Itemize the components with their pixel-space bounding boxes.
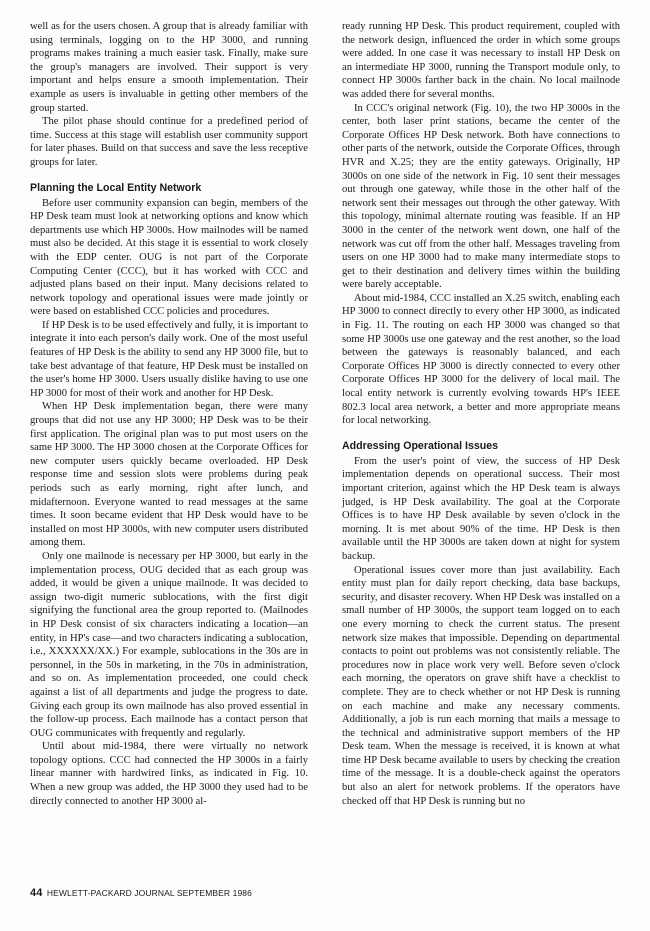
paragraph: About mid-1984, CCC installed an X.25 switch, enabling each HP 3000 to connect directly to every other HP 3000, as indicated in Fig. 11. The routing on each HP 3000 was changed so that some HP 3000s use one gateway and the rest another, so the load between the gateways is reasonably balanced, and each Corporate Offices HP 3000 is directly connected to every other Corporate Offices HP 3000 for the delivery of local mail. The local entity network is currently evolving towards HP's IEEE 802.3 local area network, a better and more appropriate means for local networking. — [342, 292, 620, 427]
page-number: 44 — [30, 887, 43, 899]
paragraph: Until about mid-1984, there were virtually no network topology options. CCC had connected the HP 3000s in a fairly linear manner with hardwired links, as indicated in Fig. 10. When a new group was added, the HP 3000 they used had to be directly connected to another HP 3000 al- — [30, 741, 308, 807]
paragraph: The pilot phase should continue for a predefined period of time. Success at this stage will establish user community support for later phases. Build on that success and save the less receptive groups for later. — [30, 116, 308, 168]
paragraph: Only one mailnode is necessary per HP 3000, but early in the implementation process, OUG decided that as each group was added, it would be given a unique mailnode. It was decided to assign two-digit numeric sublocations, with the first digit signifying the functional area the group reported to. (Mailnodes in HP Desk consist of six characters indicating a location—an entity, in HP's case—and two characters indicating a sublocation, i.e., XXXXXX/XX.) For example, sublocations in the 30s are in personnel, in the 50s in marketing, in the 70s in administration, and so on. As implementation proceeded, one could check against a list of all departments and judge the progress to date. Giving each group its own mailnode has also proved essential in the follow-up process. Each mailnode has a contact person that OUG communicates with frequently and regularly. — [30, 550, 308, 739]
paragraph: well as for the users chosen. A group that is already familiar with using terminals, logging on to the HP 3000, and running programs makes training a much easier task. Finally, make sure the group's managers are involved. Their support is very important and helps ensure a smooth implementation. Their example as users is invaluable in getting other members of the group started. — [30, 21, 308, 114]
page-footer — [30, 887, 252, 899]
section-heading: Planning the Local Entity Network — [30, 181, 202, 194]
left-column — [30, 20, 308, 808]
paragraph: When HP Desk implementation began, there were many groups that did not use any HP 3000; HP Desk was to be their first application. The original plan was to put most users on the same HP 3000. The HP 3000 chosen at the Corporate Offices for new computer users quickly became overloaded. HP Desk response time and session slots were problems during peak periods such as early morning, right after lunch, and midafternoon. Everyone wanted to read messages at the same times. It soon became evident that HP Desk would have to be installed on most HP 3000s, with new computer users distributed among them. — [30, 401, 308, 549]
journal-title: HEWLETT-PACKARD JOURNAL SEPTEMBER 1986 — [46, 888, 252, 898]
section-heading: Addressing Operational Issues — [342, 439, 499, 452]
paragraph: From the user's point of view, the success of HP Desk implementation depends on operational success. Their most important criterion, against which the HP Desk team is always judged, is HP Desk availability. The goal at the Corporate Offices is to have HP Desk available by seven o'clock in the morning. It is met about 90% of the time. HP Desk is then available until the HP 3000s are taken down at night for system backup. — [342, 455, 620, 562]
paragraph: In CCC's original network (Fig. 10), the two HP 3000s in the center, both laser print stations, became the center of the Corporate Offices HP Desk network. Both have connections to other parts of the network, outside the Corporate Offices, through HVR and X.25; they are the entity gateways. Originally, HP 3000s on one side of the network in Fig. 10 sent their messages out through one gateway, while those in the other half of the network sent their messages out through the other gateway. With this topology, minimal alternate routing was feasible. If an HP 3000 in the center of the network went down, one half of the network was cut off from the other half. Messages traveling from users on one HP 3000 had to make many intermediate stops to get to their destination and delivery times within the building were barely acceptable. — [342, 102, 620, 291]
paragraph: Operational issues cover more than just availability. Each entity must plan for daily report checking, data base backups, security, and disaster recovery. When HP Desk was installed on a small number of HP 3000s, the support team logged on to each one every morning to check the current status. The present network size makes that impossible. Depending on departmental contacts to point out problems was not consistently reliable. The procedures now in place work very well. Before seven o'clock each morning, the operators on grave shift have a checklist to complete. They are to check whether or not HP Desk is running on each machine and make any necessary comments. Additionally, a job is run each morning that mails a message to the technical and administrative support members of the HP Desk team. When the message is received, it is known at what time HP Desk became available to users by checking the creation time of the message. It is a double-check against the operators but also an alert for network problems. If the operators have checked off that HP Desk is running but no — [342, 564, 620, 807]
right-column — [342, 20, 620, 808]
paragraph: ready running HP Desk. This product requirement, coupled with the network design, influenced the order in which some groups were added. In one case it was necessary to install HP Desk on an intermediate HP 3000, running the Transport module only, to connect HP 3000s farther back in the chain. No local mailnode was added there for several months. — [342, 21, 620, 100]
paragraph: If HP Desk is to be used effectively and fully, it is important to integrate it into each person's daily work. One of the most useful features of HP Desk is the ability to send any HP 3000 file, but to take best advantage of that feature, HP Desk must be installed on the user's home HP 3000. Users usually dislike having to use one HP 3000 for most of their work and another for HP Desk. — [30, 319, 308, 399]
paragraph: Before user community expansion can begin, members of the HP Desk team must look at networking options and know which departments use which HP 3000s. How mailnodes will be named must also be decided. At this stage it is essential to work closely with the EDP center. OUG is not part of the Corporate Computing Center (CCC), but it has worked with CCC and adjusted plans based on their input. Many decisions related to network topology and operational issues were made jointly or were based on established CCC policies and procedures. — [30, 197, 308, 318]
